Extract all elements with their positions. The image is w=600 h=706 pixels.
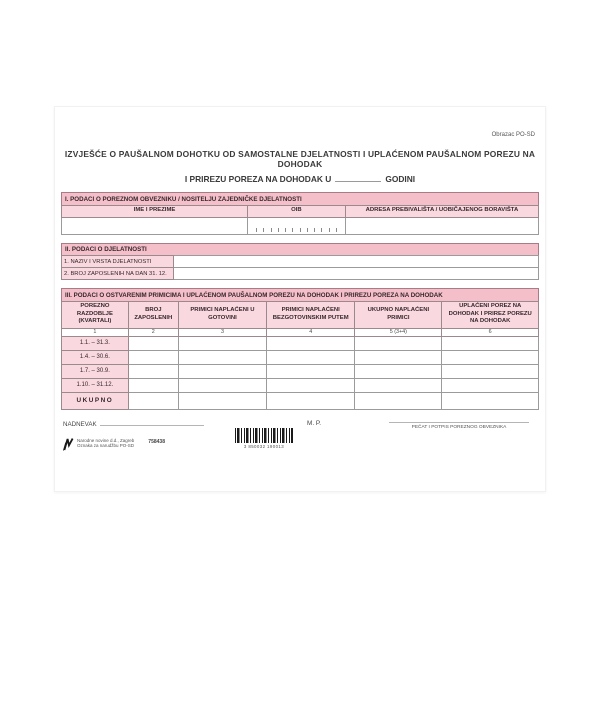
publisher-block [63, 438, 165, 451]
col-header-tax-paid: UPLAĆENI POREZ NA DOHODAK I PRIREZ POREZU NA DOHODAK [442, 301, 539, 328]
activity-input-cell [174, 256, 539, 268]
quarter-label-q4: 1.10. – 31.12. [62, 378, 129, 392]
section-1 [61, 192, 539, 235]
oib-input-cell [248, 217, 346, 234]
quarter-row-q4 [62, 378, 539, 392]
col-header-total-receipts: UKUPNO NAPLAĆENI PRIMICI [355, 301, 442, 328]
barcode-digits: 3 850032 190013 [243, 443, 285, 449]
section-3-table [61, 301, 539, 410]
col-number-6: 6 [442, 328, 539, 336]
date-field [63, 420, 204, 428]
date-blank-line [100, 420, 204, 426]
barcode-block [233, 428, 295, 449]
employees-input-cell [174, 268, 539, 280]
form-code-label: Obrazac PO-SD [491, 132, 535, 138]
year-blank-field [335, 174, 381, 182]
section-2-table [61, 255, 539, 280]
publisher-line1: Narodne novine d.d., Zagreb [77, 437, 135, 443]
form-title-line2-pre: I PRIREZU POREZA NA DOHODAK U [184, 174, 332, 184]
form-title-line1: IZVJEŠĆE O PAUŠALNOM DOHOTKU OD SAMOSTALNE DJELATNOSTI I UPLAĆENOM PAUŠALNOM POREZU NA DOHODAK [64, 149, 536, 169]
total-label: UKUPNO [62, 392, 129, 409]
col-number-3: 3 [178, 328, 266, 336]
col-header-name: IME I PREZIME [62, 205, 248, 217]
quarter-row-q2 [62, 350, 539, 364]
section-3-title: III. PODACI O OSTVARENIM PRIMICIMA I UPLAĆENOM PAUŠALNOM POREZU NA DOHODAK I PRIREZU POREZA NA DOHODAK [61, 288, 539, 301]
address-input-cell [345, 217, 538, 234]
quarter-label-q3: 1.7. – 30.9. [62, 364, 129, 378]
quarter-label-q1: 1.1. – 31.3. [62, 336, 129, 350]
col-header-oib: OIB [248, 205, 346, 217]
date-label: NADNEVAK [63, 420, 97, 428]
oib-digit-comb [250, 219, 343, 232]
section-1-title: I. PODACI O POREZNOM OBVEZNIKU / NOSITELJU ZAJEDNIČKE DJELATNOSTI [61, 192, 539, 205]
mp-stamp-label: M. P. [307, 419, 322, 427]
section-2-title: II. PODACI O DJELATNOSTI [61, 243, 539, 256]
col-number-1: 1 [62, 328, 129, 336]
col-header-cash-receipts: PRIMICI NAPLAĆENI U GOTOVINI [178, 301, 266, 328]
col-header-period: POREZNO RAZDOBLJE (KVARTALI) [62, 301, 129, 328]
total-row [62, 392, 539, 409]
section-1-table [61, 205, 539, 235]
col-number-4: 4 [267, 328, 355, 336]
row-label-employees: 2. BROJ ZAPOSLENIH NA DAN 31. 12. [62, 268, 174, 280]
form-sheet [54, 106, 546, 492]
form-title [61, 149, 539, 184]
form-title-line2 [61, 174, 539, 184]
col-number-5: 5 (3+4) [355, 328, 442, 336]
quarter-label-q2: 1.4. – 30.6. [62, 350, 129, 364]
quarter-row-q3 [62, 364, 539, 378]
col-header-address: ADRESA PREBIVALIŠTA / UOBIČAJENOG BORAVIŠTA [345, 205, 538, 217]
barcode-icon [235, 428, 293, 443]
publisher-text [77, 438, 134, 450]
section-3 [61, 288, 539, 410]
quarter-row-q1 [62, 336, 539, 350]
signature-block [389, 422, 529, 430]
narodne-novine-logo-icon [63, 438, 74, 451]
form-footer [61, 416, 539, 468]
section-2 [61, 243, 539, 281]
name-input-cell [62, 217, 248, 234]
col-header-noncash-receipts: PRIMICI NAPLAĆENI BEZGOTOVINSKIM PUTEM [267, 301, 355, 328]
col-number-2: 2 [128, 328, 178, 336]
publisher-line2: Oznaka za narudžbu PO-SD [77, 443, 135, 449]
publisher-code: 758438 [148, 438, 165, 445]
signature-label: PEČAT I POTPIS POREZNOG OBVEZNIKA [411, 424, 507, 430]
form-title-line2-post: GODINI [385, 174, 416, 184]
col-header-employees: BROJ ZAPOSLENIH [128, 301, 178, 328]
row-label-activity: 1. NAZIV I VRSTA DJELATNOSTI [62, 256, 174, 268]
